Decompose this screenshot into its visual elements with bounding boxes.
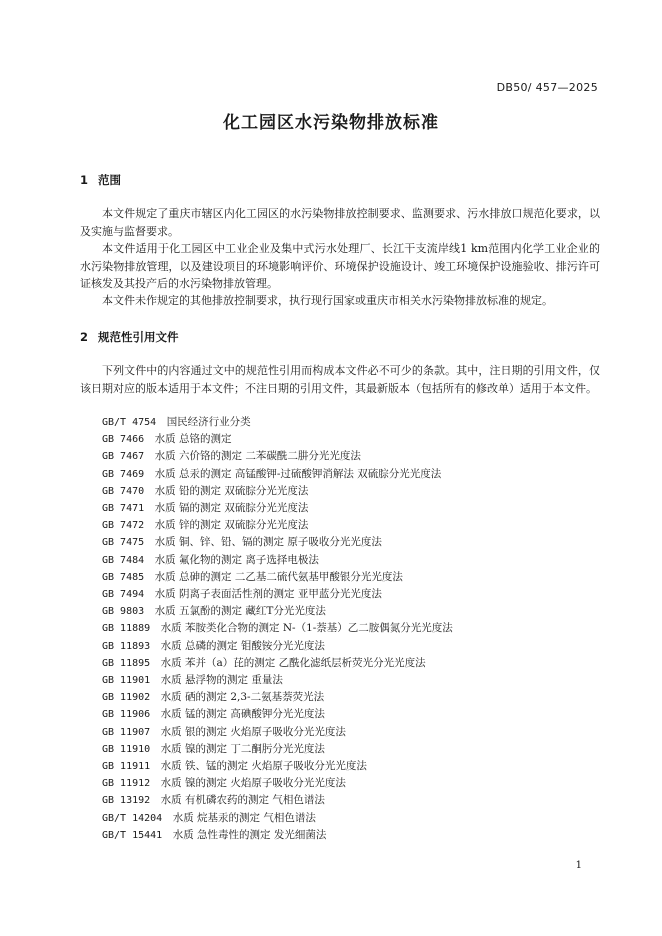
reference-code: GB/T 15441	[102, 829, 163, 841]
reference-code: GB 11906	[102, 709, 151, 721]
reference-title: 水质 硒的测定 2,3-二氨基萘荧光法	[160, 691, 325, 704]
reference-item	[102, 603, 453, 620]
reference-item	[102, 483, 453, 500]
reference-code: GB 11889	[102, 623, 151, 635]
reference-title: 水质 苯并（a）芘的测定 乙酰化滤纸层析荧光分光光度法	[160, 656, 426, 669]
reference-code: GB 13192	[102, 795, 151, 807]
reference-title: 水质 银的测定 火焰原子吸收分光光度法	[160, 725, 346, 738]
reference-code: GB 11895	[102, 657, 151, 669]
section-2-heading	[80, 329, 179, 345]
reference-code: GB 7467	[102, 451, 145, 463]
reference-item	[102, 569, 453, 586]
reference-item	[102, 466, 453, 483]
reference-title: 水质 苯胺类化合物的测定 N-（1-萘基）乙二胺偶氮分光光度法	[160, 622, 453, 635]
reference-title: 水质 总汞的测定 高锰酸钾-过硫酸钾消解法 双硫腙分光光度法	[154, 467, 442, 480]
reference-code: GB 7475	[102, 537, 145, 549]
reference-item	[102, 775, 453, 792]
reference-item	[102, 534, 453, 551]
reference-title: 水质 铅的测定 双硫腙分光光度法	[154, 484, 309, 497]
reference-list	[102, 414, 453, 844]
reference-item	[102, 827, 453, 844]
reference-item	[102, 638, 453, 655]
reference-item	[102, 758, 453, 775]
reference-code: GB 11893	[102, 640, 151, 652]
reference-code: GB 9803	[102, 606, 145, 618]
reference-title: 水质 锰的测定 高碘酸钾分光光度法	[160, 708, 325, 721]
section-1-heading	[80, 172, 121, 188]
reference-title: 水质 总铬的测定	[154, 433, 232, 446]
paragraph: 本文件适用于化工园区中工业企业及集中式污水处理厂、长江干支流岸线1 km范围内化学工业企业的水污染物排放管理，以及建设项目的环境影响评价、环境保护设施设计、竣工环境保护设施验收、排污许可证核发及其投产后的水污染物排放管理。	[80, 242, 600, 290]
paragraph: 下列文件中的内容通过文中的规范性引用而构成本文件必不可少的条款。其中，注日期的引用文件，仅该日期对应的版本适用于本文件；不注日期的引用文件，其最新版本（包括所有的修改单）适用于本文件。	[80, 364, 600, 395]
section-number: 2	[80, 330, 89, 344]
reference-title: 水质 镍的测定 丁二酮肟分光光度法	[160, 742, 325, 755]
reference-title: 水质 总磷的测定 钼酸铵分光光度法	[160, 639, 325, 652]
reference-code: GB 7469	[102, 468, 145, 480]
reference-code: GB 11912	[102, 778, 151, 790]
reference-title: 水质 急性毒性的测定 发光细菌法	[172, 828, 327, 841]
reference-code: GB 7484	[102, 554, 145, 566]
reference-item	[102, 689, 453, 706]
reference-title: 水质 阴离子表面活性剂的测定 亚甲蓝分光光度法	[154, 588, 382, 601]
reference-item	[102, 552, 453, 569]
reference-code: GB 7470	[102, 485, 145, 497]
reference-item	[102, 741, 453, 758]
reference-title: 水质 镉的测定 双硫腙分光光度法	[154, 502, 309, 515]
reference-code: GB 11910	[102, 743, 151, 755]
reference-item	[102, 620, 453, 637]
reference-title: 水质 铁、锰的测定 火焰原子吸收分光光度法	[160, 760, 367, 773]
document-title: 化工园区水污染物排放标准	[223, 113, 439, 133]
reference-title: 水质 有机磷农药的测定 气相色谱法	[160, 794, 325, 807]
section-title: 范围	[98, 173, 121, 187]
reference-item	[102, 706, 453, 723]
section-number: 1	[80, 173, 89, 187]
reference-title: 水质 镍的测定 火焰原子吸收分光光度法	[160, 777, 346, 790]
reference-item	[102, 655, 453, 672]
reference-title: 水质 六价铬的测定 二苯碳酰二肼分光光度法	[154, 450, 361, 463]
page-number: 1	[575, 860, 582, 871]
reference-title: 水质 悬浮物的测定 重量法	[160, 674, 283, 687]
paragraph: 本文件未作规定的其他排放控制要求，执行现行国家或重庆市相关水污染物排放标准的规定。	[102, 294, 553, 307]
reference-code: GB 7472	[102, 520, 145, 532]
reference-item	[102, 792, 453, 809]
reference-item	[102, 672, 453, 689]
reference-code: GB 11907	[102, 726, 151, 738]
reference-title: 国民经济行业分类	[166, 416, 251, 428]
reference-code: GB 7466	[102, 434, 145, 446]
reference-title: 水质 锌的测定 双硫腙分光光度法	[154, 519, 309, 532]
reference-item	[102, 586, 453, 603]
reference-title: 水质 五氯酚的测定 藏红T分光光度法	[154, 605, 326, 618]
reference-item	[102, 500, 453, 517]
reference-code: GB 11901	[102, 675, 151, 687]
reference-code: GB/T 14204	[102, 812, 163, 824]
document-number: DB50/ 457—2025	[496, 81, 598, 94]
paragraph: 本文件规定了重庆市辖区内化工园区的水污染物排放控制要求、监测要求、污水排放口规范化要求，以及实施与监督要求。	[80, 207, 600, 238]
reference-item	[102, 414, 453, 431]
reference-item	[102, 431, 453, 448]
reference-code: GB 7485	[102, 571, 145, 583]
reference-item	[102, 517, 453, 534]
reference-item	[102, 724, 453, 741]
reference-code: GB 11902	[102, 692, 151, 704]
section-title: 规范性引用文件	[98, 330, 179, 344]
reference-code: GB/T 4754	[102, 417, 157, 428]
reference-code: GB 7471	[102, 503, 145, 515]
reference-title: 水质 氟化物的测定 离子选择电极法	[154, 553, 319, 566]
reference-item	[102, 448, 453, 465]
reference-item	[102, 810, 453, 827]
reference-code: GB 7494	[102, 589, 145, 601]
reference-title: 水质 总砷的测定 二乙基二硫代氨基甲酸银分光光度法	[154, 570, 403, 583]
reference-title: 水质 烷基汞的测定 气相色谱法	[172, 811, 316, 824]
reference-code: GB 11911	[102, 761, 151, 773]
reference-title: 水质 铜、锌、铅、镉的测定 原子吸收分光光度法	[154, 536, 382, 549]
